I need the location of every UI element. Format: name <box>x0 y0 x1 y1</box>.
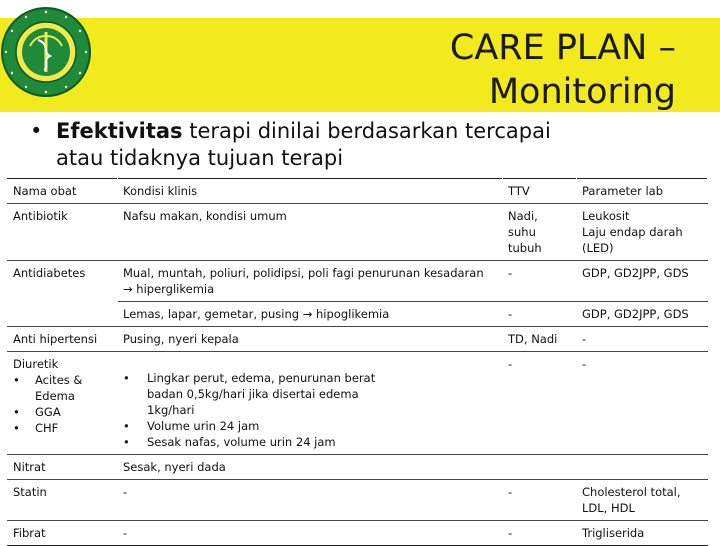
cell-name <box>8 352 118 455</box>
cell-kondisi: Nafsu makan, kondisi umum <box>118 204 503 261</box>
lab-line: Laju endap darah <box>582 225 683 239</box>
cell-ttv: - <box>503 261 577 302</box>
list-item: • Lingkar perut, edema, penurunan berat badan 0,5kg/hari jika disertai edema 1kg/hari <box>123 370 497 418</box>
table-row-antihipertensi <box>8 327 708 352</box>
cell-ttv <box>503 204 577 261</box>
bullet-bold: Efektivitas <box>56 119 183 143</box>
table-row-statin <box>8 480 708 521</box>
kondisi-list <box>123 370 497 450</box>
cell-ttv: - <box>503 480 577 521</box>
kondisi-line: Mual, muntah, poliuri, polidipsi, poli fagi penurunan kesadaran <box>123 266 484 280</box>
cell-kondisi: - <box>118 480 503 521</box>
table-row-nitrat <box>8 455 708 480</box>
list-item: • Sesak nafas, volume urin 24 jam <box>123 434 497 450</box>
care-plan-table <box>7 178 708 546</box>
table-row-diuretik <box>8 352 708 455</box>
header-parameter-lab: Parameter lab <box>577 179 708 204</box>
slide-header <box>0 0 720 112</box>
table-row-fibrat <box>8 521 708 546</box>
school-seal-icon <box>0 6 92 98</box>
cell-ttv: - <box>503 521 577 546</box>
list-item <box>13 404 112 420</box>
cell-kondisi <box>118 352 503 455</box>
list-item: • Volume urin 24 jam <box>123 418 497 434</box>
lab-line: Cholesterol total, <box>582 485 681 499</box>
ttv-line: suhu <box>508 225 536 239</box>
bullet-line-2: atau tidaknya tujuan terapi <box>56 146 344 170</box>
cell-name: Nitrat <box>8 455 118 480</box>
kondisi-line: → hiperglikemia <box>123 282 215 296</box>
list-item <box>13 372 112 404</box>
cell-name: Fibrat <box>8 521 118 546</box>
header-nama-obat: Nama obat <box>8 179 118 204</box>
cell-name: Antibiotik <box>8 204 118 261</box>
lab-line: Leukosit <box>582 209 630 223</box>
cell-lab: Trigliserida <box>577 521 708 546</box>
cell-kondisi: Sesak, nyeri dada <box>118 455 708 480</box>
cell-name: Statin <box>8 480 118 521</box>
table-row-antibiotik <box>8 204 708 261</box>
list-item-text: CHF <box>35 421 59 435</box>
diuretik-sublist <box>13 372 112 436</box>
cell-ttv: - <box>503 352 577 455</box>
cell-ttv: - <box>503 302 577 327</box>
lab-line: (LED) <box>582 241 614 255</box>
cell-kondisi: Pusing, nyeri kepala <box>118 327 503 352</box>
cell-lab <box>577 480 708 521</box>
cell-kondisi <box>118 261 503 302</box>
ttv-line: Nadi, <box>508 209 538 223</box>
cell-lab: - <box>577 327 708 352</box>
cell-kondisi: Lemas, lapar, gemetar, pusing → hipoglikemia <box>118 302 503 327</box>
table-row-antidiabetes <box>8 261 708 302</box>
cell-lab: GDP, GD2JPP, GDS <box>577 261 708 302</box>
cell-lab <box>577 204 708 261</box>
cell-lab: GDP, GD2JPP, GDS <box>577 302 708 327</box>
cell-lab: - <box>577 352 708 455</box>
header-ttv: TTV <box>503 179 577 204</box>
list-item <box>13 420 112 436</box>
drug-name: Diuretik <box>13 357 59 371</box>
title-line-1: CARE PLAN – <box>449 28 676 68</box>
cell-kondisi: - <box>118 521 503 546</box>
table-header-row <box>8 179 708 204</box>
bullet-rest: terapi dinilai berdasarkan tercapai <box>182 119 551 143</box>
header-kondisi-klinis: Kondisi klinis <box>118 179 503 204</box>
lab-line: LDL, HDL <box>582 501 635 515</box>
bullet-icon: • <box>30 119 43 143</box>
cell-name: Anti hipertensi <box>8 327 118 352</box>
page-title <box>356 26 676 114</box>
bullet-point <box>30 118 710 172</box>
title-line-2: Monitoring <box>488 72 676 112</box>
cell-name: Antidiabetes <box>8 261 118 327</box>
ttv-line: tubuh <box>508 241 542 255</box>
list-item-text: Edema <box>35 389 75 403</box>
cell-ttv: TD, Nadi <box>503 327 577 352</box>
list-item-text: GGA <box>35 405 61 419</box>
list-item-text: Acites & <box>35 373 83 387</box>
